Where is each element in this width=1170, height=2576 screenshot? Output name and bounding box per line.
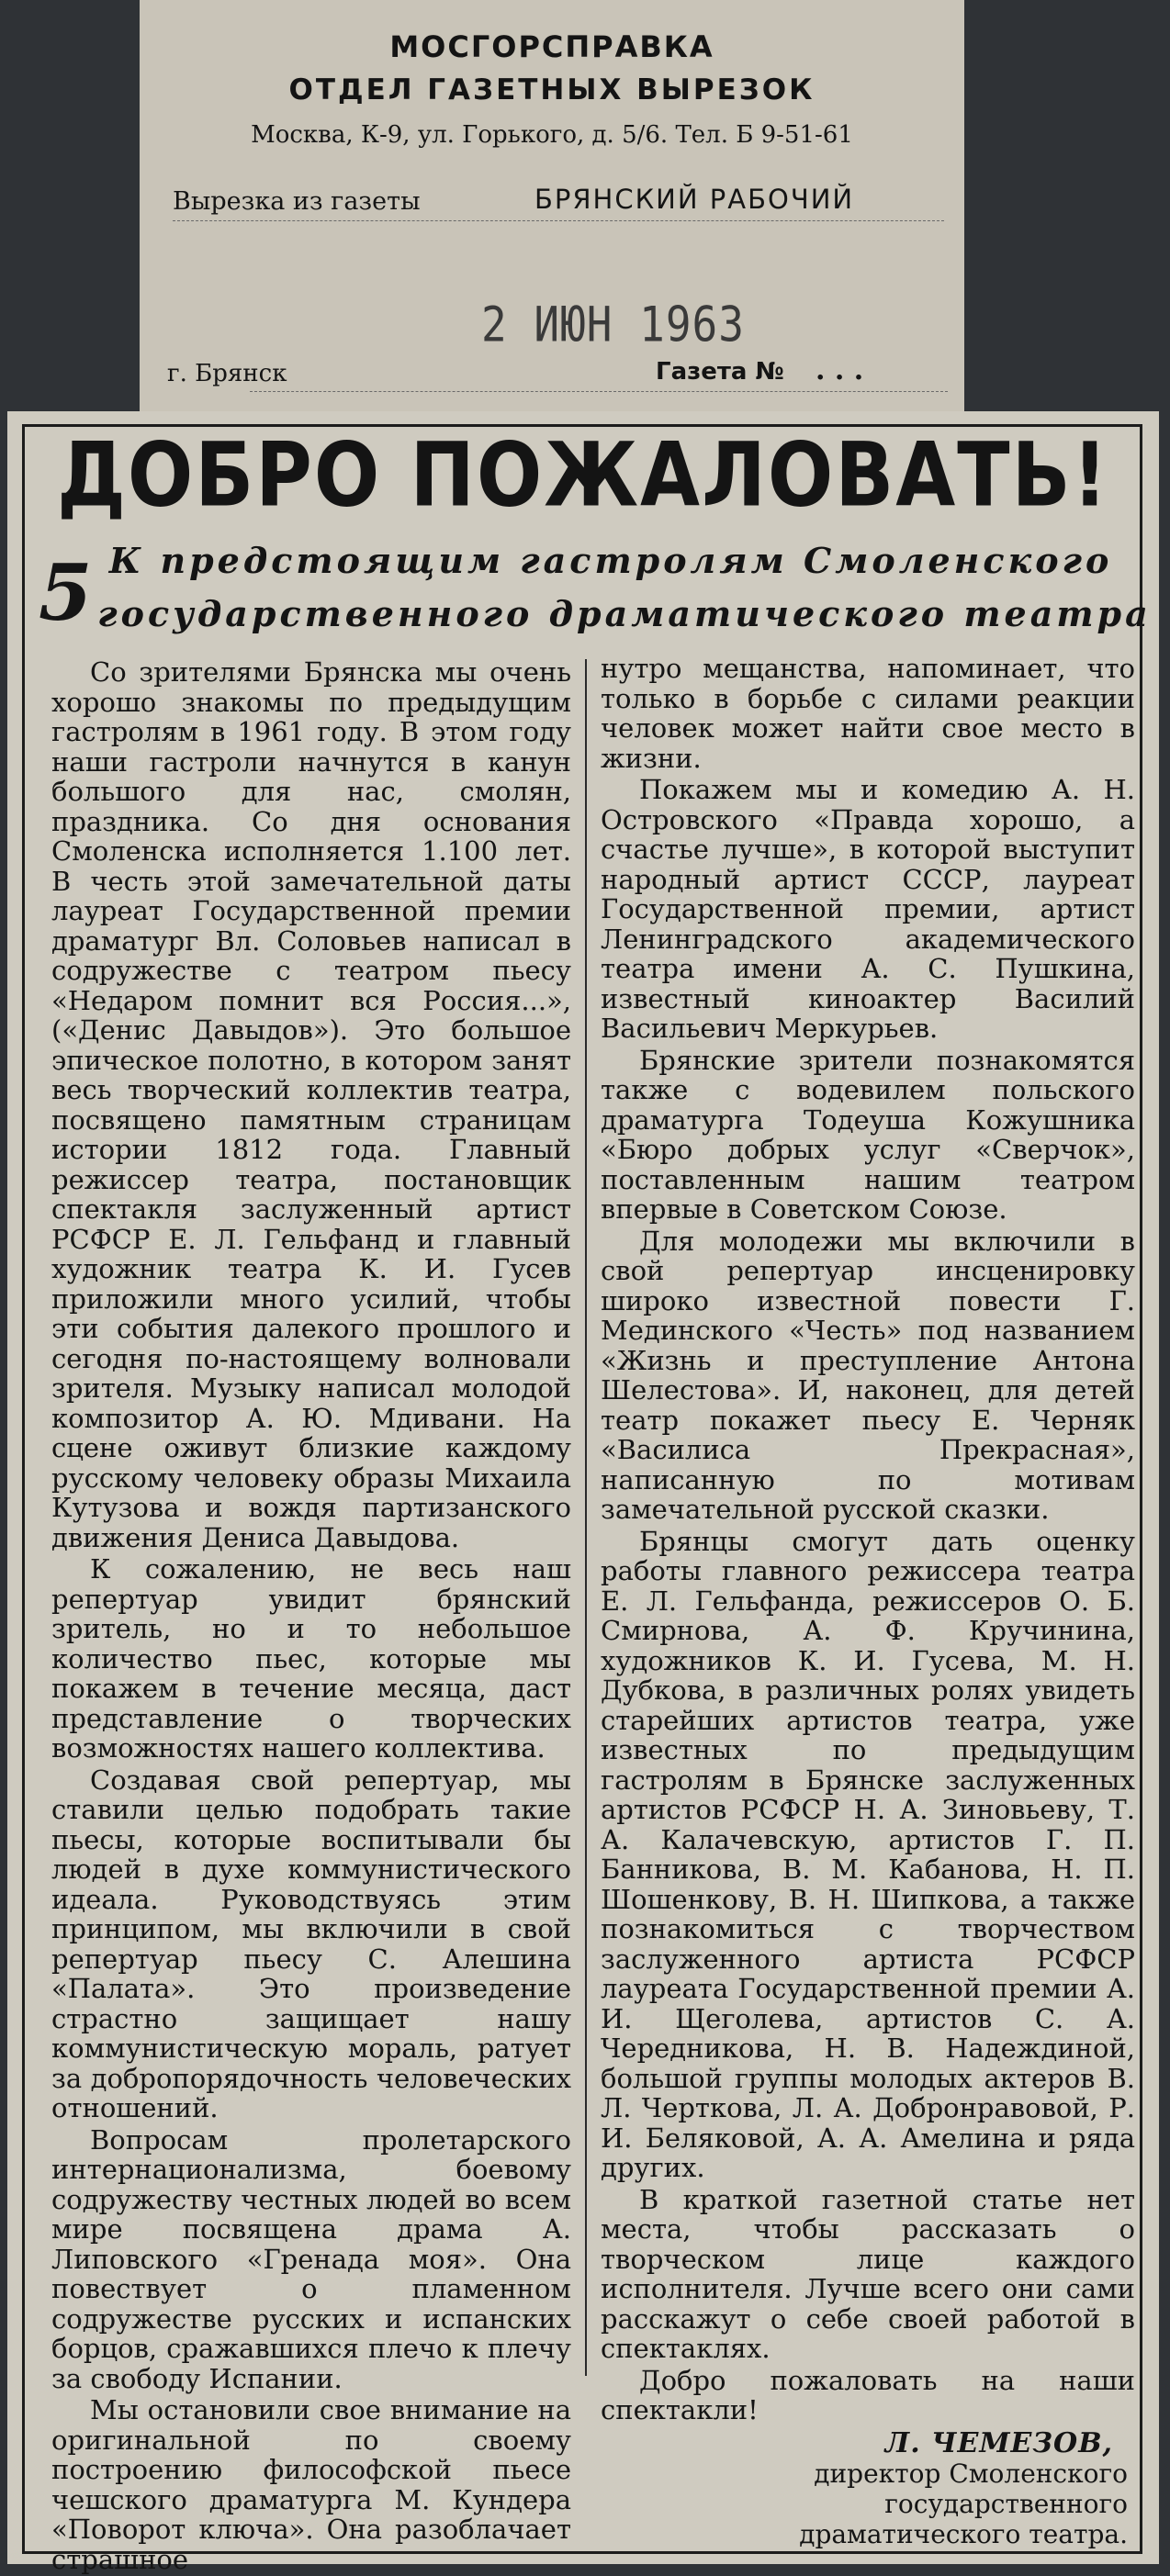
cut-label: Вырезка из газеты (173, 187, 421, 216)
paragraph: Со зрителями Брянска мы очень хорошо знакомы по предыдущим гастролям в 1961 году. В этом году наши гастроли начнутся в канун большого для нас, смолян, праздника. Со дня основания Смоленска исполняется 1.100 лет. В честь этой замечательной даты лауреат Государственной премии драматург Вл. Соловьев написал в содружестве с театром пьесу «Недаром помнит вся Россия...», («Денис Давыдов»). Это большое эпическое полотно, в котором занят весь творческий коллектив театра, посвящено памятным страницам истории 1812 года. Главный режиссер театра, постановщик спектакля заслуженный артист РСФСР Е. Л. Гельфанд и главный художник театра К. И. Гусев приложили много усилий, чтобы эти события далекого прошлого и сегодня по-настоящему волновали зрителя. Музыку написал молодой композитор А. Ю. Мдивани. На сцене оживут близкие каждому русскому человеку образы Михаила Кутузова и вождя партизанского движения Дениса Давыдова. (51, 656, 571, 1553)
paragraph: Мы остановили свое внимание на оригинальной по своему построению философской пьесе чешского драматурга М. Кундера «Поворот ключа». Она разоблачает страшное (51, 2394, 571, 2575)
paragraph: Для молодежи мы включили в свой репертуар инсценировку широко известной повести Г. Мединского «Честь» под названием «Жизнь и преступление Антона Шелестова». И, наконец, для детей театр покажет пьесу Е. Черняк «Василиса Прекрасная», написанную по мотивам замечательной русской сказки. (601, 1225, 1135, 1525)
handwritten-mark: 5 (39, 547, 93, 638)
author-title-line: драматического театра. (799, 2519, 1128, 2549)
article-column-right (601, 654, 1135, 2549)
article-column-left (51, 657, 571, 2576)
paragraph: К сожалению, не весь наш репертуар увидит брянский зритель, но и то небольшое количество пьес, которые мы покажем в течение месяца, даст представление о творческих возможностях нашего коллектива. (51, 1553, 571, 1764)
date-stamp: 2 ИЮН 1963 (481, 295, 745, 353)
clipping-service-slip (140, 0, 964, 411)
article-headline: ДОБРО ПОЖАЛОВАТЬ! (57, 422, 1109, 527)
agency-address: Москва, К-9, ул. Горького, д. 5/6. Тел. Б 9-51-61 (251, 121, 853, 149)
newspaper-clipping (7, 411, 1159, 2575)
author-title-line: директор Смоленского (814, 2458, 1128, 2489)
gazeta-number: . . . (816, 354, 864, 386)
paragraph: нутро мещанства, напоминает, что только в борьбе с силами реакции человек может найти свое место в жизни. (601, 653, 1135, 774)
paragraph: Добро пожаловать на наши спектакли! (601, 2364, 1135, 2425)
article-subtitle: К предстоящим гастролям Смоленского (108, 540, 1113, 581)
slip-divider (250, 391, 948, 392)
paragraph: Брянские зрители познакомятся также с водевилем польского драматурга Тодеуша Кожушника «Бюро добрых услуг «Сверчок», поставленным нашим театром впервые в Советском Союзе. (601, 1044, 1135, 1225)
author-name: Л. ЧЕМЕЗОВ, (884, 2426, 1113, 2459)
author-title (601, 2458, 1135, 2549)
column-divider (585, 659, 587, 2376)
author-title-line: государственного (884, 2489, 1128, 2519)
paragraph: Брянцы смогут дать оценку работы главного режиссера театра Е. Л. Гельфанда, режиссеров О. Б. Смирнова, А. Ф. Кручинина, художников К. И. Гусева, М. Н. Дубкова, в различных ролях увидеть старейших артистов театра, уже известных по предыдущим гастролям в Брянске заслуженных артистов РСФСР Н. А. Зиновьеву, Т. А. Калачевскую, артистов Г. П. Банникова, В. М. Кабанова, Н. П. Шошенкову, В. Н. Шипкова, а также познакомиться с творчеством заслуженного артиста РСФСР лауреата Государственной премии А. И. Щеголева, артистов С. А. Чередникова, Н. В. Надеждиной, большой группы молодых актеров В. Л. Черткова, Л. А. Добронравовой, Р. И. Беляковой, А. А. Амелина и ряда других. (601, 1525, 1135, 2183)
newspaper-name: БРЯНСКИЙ РАБОЧИЙ (534, 184, 855, 215)
city-label: г. Брянск (167, 360, 287, 387)
paragraph: Вопросам пролетарского интернационализма, боевому содружеству честных людей во всем мире посвящена драма А. Липовского «Гренада моя». Она повествует о пламенном содружестве русских и испанских борцов, сражавшихся плечо к плечу за свободу Испании. (51, 2123, 571, 2394)
gazeta-number-label: Газета № (656, 358, 784, 386)
agency-name: МОСГОРСПРАВКА (389, 29, 714, 64)
paragraph: Создавая свой репертуар, мы ставили целью подобрать такие пьесы, которые воспитывали бы людей в духе коммунистического идеала. Руководствуясь этим принципом, мы включили в свой репертуар пьесу С. Алешина «Палата». Это произведение страстно защищает нашу коммунистическую мораль, ратует за добропорядочность человеческих отношений. (51, 1764, 571, 2123)
slip-divider (173, 220, 944, 221)
paragraph: Покажем мы и комедию А. Н. Островского «Правда хорошо, а счастье лучше», в которой выступит народный артист СССР, лауреат Государственной премии, артист Ленинградского академического театра имени А. С. Пушкина, известный киноактер Василий Васильевич Меркурьев. (601, 774, 1135, 1044)
paragraph: В краткой газетной статье нет места, чтобы рассказать о творческом лице каждого исполнителя. Лучше всего они сами расскажут о себе своей работой в спектаклях. (601, 2183, 1135, 2364)
article-subtitle: государственного драматического театра (97, 593, 1152, 634)
department-name: ОТДЕЛ ГАЗЕТНЫХ ВЫРЕЗОК (288, 73, 816, 106)
